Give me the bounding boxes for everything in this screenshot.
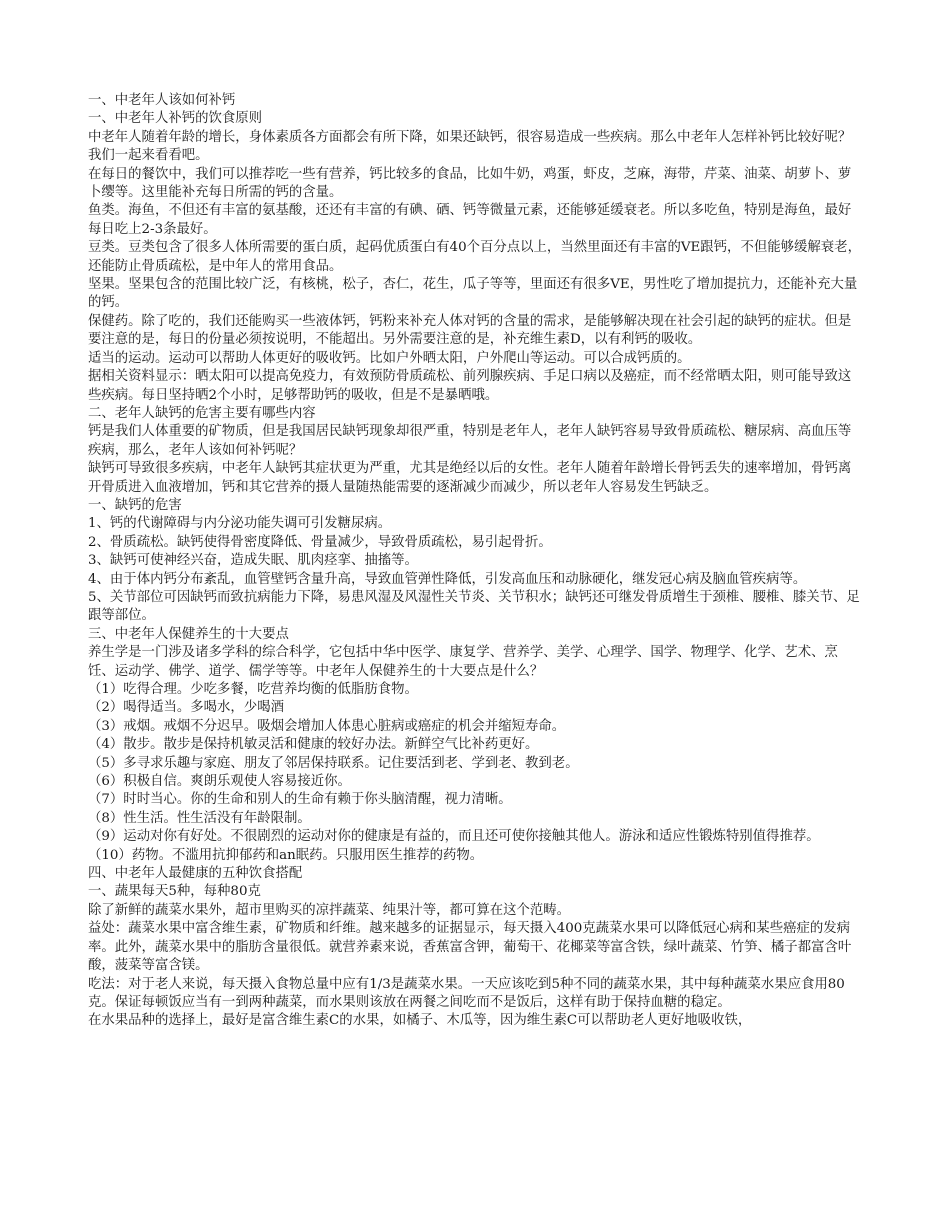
paragraph: （7）时时当心。你的生命和别人的生命有赖于你头脑清醒，视力清晰。 xyxy=(88,792,512,808)
paragraph: 缺钙可导致很多疾病，中老年人缺钙其症状更为严重，尤其是绝经以后的女性。老年人随着年龄增长骨钙丢失的速率增加，骨钙离开骨质进入血液增加，钙和其它营养的摄人量随热能需要的逐渐减少而减少，所以老年人容易发生钙缺乏。 xyxy=(88,461,852,495)
paragraph: 一、中老年人补钙的饮食原则 xyxy=(88,111,263,127)
paragraph: 中老年人随着年龄的增长，身体素质各方面都会有所下降，如果还缺钙，很容易造成一些疾病。那么中老年人怎样补钙比较好呢？我们一起来看看吧。 xyxy=(88,129,852,164)
paragraph: （3）戒烟。戒烟不分迟早。吸烟会增加人体患心脏病或癌症的机会并缩短寿命。 xyxy=(88,718,566,734)
paragraph: （9）运动对你有好处。不很剧烈的运动对你的健康是有益的，而且还可使你接触其他人。游泳和适应性锻炼特别值得推荐。 xyxy=(88,829,820,845)
paragraph: 据相关资料显示：晒太阳可以提高免疫力，有效预防骨质疏松、前列腺疾病、手足口病以及癌症，而不经常晒太阳，则可能导致这些疾病。每日坚持晒2个小时，足够帮助钙的吸收，但是不是暴晒哦。 xyxy=(88,369,852,403)
paragraph: 一、中老年人该如何补钙 xyxy=(88,93,236,108)
paragraph: 在每日的餐饮中，我们可以推荐吃一些有营养，钙比较多的食品，比如牛奶，鸡蛋，虾皮，芝麻，海带，芹菜、油菜、胡萝卜、萝卜缨等。这里能补充每日所需的钙的含量。 xyxy=(88,166,852,201)
paragraph: 1、钙的代谢障碍与内分泌功能失调可引发糖尿病。 xyxy=(88,516,392,532)
paragraph: （4）散步。散步是保持机敏灵活和健康的较好办法。新鲜空气比补药更好。 xyxy=(88,737,539,753)
paragraph: （1）吃得合理。少吃多餐，吃营养均衡的低脂肪食物。 xyxy=(88,682,418,697)
paragraph: 2、骨质疏松。缺钙使得骨密度降低、骨量减少，导致骨质疏松，易引起骨折。 xyxy=(88,534,552,550)
paragraph: 鱼类。海鱼，不但还有丰富的氨基酸，还还有丰富的有碘、硒、钙等微量元素，还能够延缓衰老。所以多吃鱼，特别是海鱼，最好每日吃上2-3条最好。 xyxy=(88,203,852,237)
paragraph: 适当的运动。运动可以帮助人体更好的吸收钙。比如户外晒太阳，户外爬山等运动。可以合成钙质的。 xyxy=(88,350,691,366)
paragraph: （5）多寻求乐趣与家庭、朋友了邻居保持联系。记住要活到老、学到老、教到老。 xyxy=(88,755,579,771)
paragraph: 在水果品种的选择上，最好是富含维生素C的水果，如橘子、木瓜等，因为维生素C可以帮助老人更好地吸收铁， xyxy=(88,1013,752,1029)
paragraph: 钙是我们人体重要的矿物质，但是我国居民缺钙现象却很严重，特别是老年人，老年人缺钙容易导致骨质疏松、糖尿病、高血压等疾病，那么，老年人该如何补钙呢？ xyxy=(88,424,852,458)
paragraph: 三、中老年人保健养生的十大要点 xyxy=(88,626,289,642)
paragraph: 一、蔬果每天5种，每种80克 xyxy=(88,884,261,900)
paragraph: 坚果。坚果包含的范围比较广泛，有核桃，松子，杏仁，花生，瓜子等等，里面还有很多VE，男性吃了增加提抗力，还能补充大量的钙。 xyxy=(88,277,858,311)
paragraph: 3、缺钙可使神经兴奋，造成失眠、肌肉痉挛、抽搐等。 xyxy=(88,553,418,569)
paragraph: 4、由于体内钙分布紊乱，血管壁钙含量升高，导致血管弹性降低，引发高血压和动脉硬化，继发冠心病及脑血管疾病等。 xyxy=(88,571,807,587)
paragraph: 除了新鲜的蔬菜水果外，超市里购买的凉拌蔬菜、纯果汁等，都可算在这个范畴。 xyxy=(88,902,571,918)
document-body xyxy=(88,92,863,1031)
paragraph: （6）积极自信。爽朗乐观使人容易接近你。 xyxy=(88,774,351,790)
paragraph: （2）喝得适当。多喝水，少喝酒 xyxy=(88,700,284,716)
paragraph: 吃法：对于老人来说，每天摄入食物总量中应有1/3是蔬菜水果。一天应该吃到5种不同的蔬菜水果，其中每种蔬菜水果应食用80克。保证每顿饭应当有一到两种蔬菜，而水果则该放在两餐之间吃而不是饭后，这样有助于保持血糖的稳定。 xyxy=(88,976,845,1010)
paragraph: 益处：蔬菜水果中富含维生素，矿物质和纤维。越来越多的证据显示，每天摄入400克蔬菜水果可以降低冠心病和某些癌症的发病率。此外，蔬菜水果中的脂肪含量很低。就营养素来说，香蕉富含钾，葡萄干、花椰菜等富含铁，绿叶蔬菜、竹笋、橘子都富含叶酸，菠菜等富含镁。 xyxy=(88,921,852,974)
paragraph: 豆类。豆类包含了很多人体所需要的蛋白质，起码优质蛋白有40个百分点以上，当然里面还有丰富的VE跟钙，不但能够缓解衰老，还能防止骨质疏松，是中年人的常用食品。 xyxy=(88,240,861,274)
paragraph: 一、缺钙的危害 xyxy=(88,497,182,513)
paragraph: （10）药物。不滥用抗抑郁药和an眠药。只服用医生推荐的药物。 xyxy=(88,847,484,863)
paragraph: 四、中老年人最健康的五种饮食搭配 xyxy=(88,866,303,882)
paragraph: （8）性生活。性生活没有年龄限制。 xyxy=(88,810,311,826)
paragraph: 二、老年人缺钙的危害主要有哪些内容 xyxy=(88,405,316,421)
paragraph: 保健药。除了吃的，我们还能购买一些液体钙，钙粉来补充人体对钙的含量的需求，是能够解决现在社会引起的缺钙的症状。但是要注意的是，每日的份量必须按说明，不能超出。另外需要注意的是，补充维生素D，以有利钙的吸收。 xyxy=(88,313,852,348)
paragraph: 养生学是一门涉及诸多学科的综合科学，它包括中华中医学、康复学、营养学、美学、心理学、国学、物理学、化学、艺术、烹饪、运动学、佛学、道学、儒学等等。中老年人保健养生的十大要点是什么？ xyxy=(88,645,838,679)
paragraph: 5、关节部位可因缺钙而致抗病能力下降，易患风湿及风湿性关节炎、关节积水；缺钙还可继发骨质增生于颈椎、腰椎、膝关节、足跟等部位。 xyxy=(88,589,860,624)
